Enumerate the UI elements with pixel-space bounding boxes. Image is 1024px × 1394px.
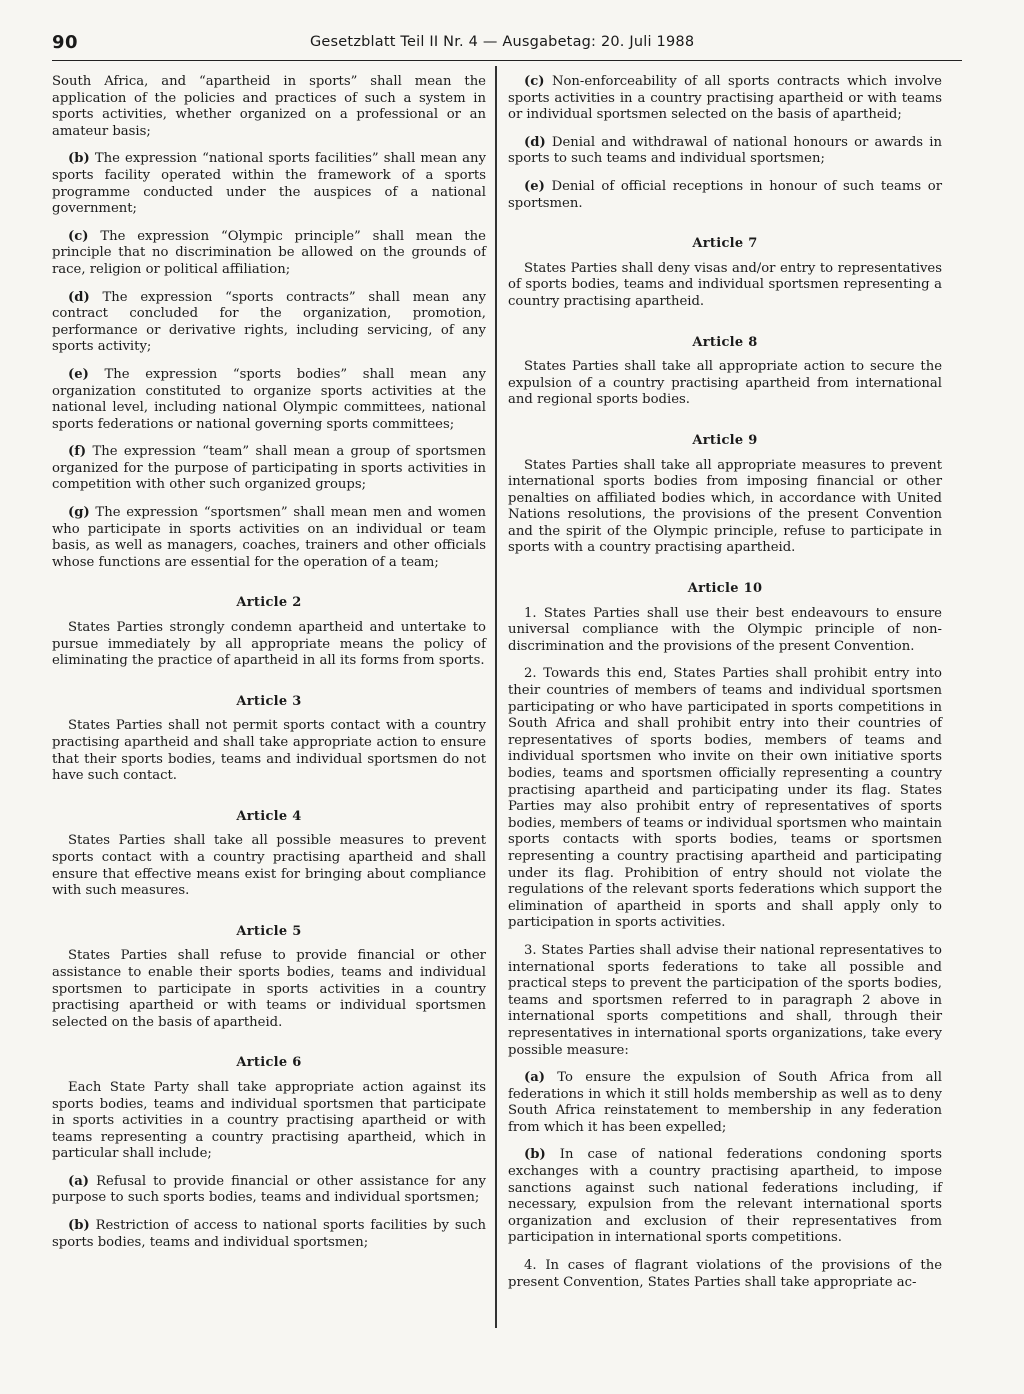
item-text: Denial of official receptions in honour of such teams or sportsmen. [508,178,942,211]
item-text: Denial and withdrawal of national honours or awards in sports to such teams and individual sportsmen; [508,134,942,167]
article-7-heading: Article 7 [692,236,758,252]
item-text: Non-enforceability of all sports contracts which involve sports activities in a country practising apartheid or with teams or individual sportsmen selected on the basis of apartheid; [508,74,942,123]
article-8-text: States Parties shall take all appropriate action to secure the expulsion of a country practising apartheid from international and regional sports bodies. [508,359,942,408]
item-text: The expression “team” shall mean a group of sportsmen organized for the purpose of participating in sports activities in competition with other such organized groups; [52,444,486,493]
article-3-text: States Parties shall not permit sports contact with a country practising apartheid and shall take appropriate action to ensure that their sports bodies, teams and individual sportsmen do not have such contact. [52,718,486,784]
article-10-item-a [508,1070,942,1136]
article-6-item-a [52,1174,486,1207]
article-2-text: States Parties strongly condemn apartheid and untertake to pursue immediately by all appropriate means the policy of eliminating the practice of apartheid in all its forms from sports. [52,620,486,669]
article-7-text: States Parties shall deny visas and/or entry to representatives of sports bodies, teams and individual sportsmen representing a country practising apartheid. [508,260,942,309]
paragraph-definition-a-cont: South Africa, and “apartheid in sports” shall mean the application of the policies and practices of such a system in sports activities, whether organized on a professional or an amateur basis; [52,74,486,139]
article-10-paragraph-4: 4. In cases of flagrant violations of the provisions of the present Convention, States Parties shall take appropriate ac- [508,1258,942,1290]
item-label: (c) [68,228,89,244]
article-8-heading: Article 8 [692,334,758,350]
right-column [508,74,942,1302]
article-6-heading: Article 6 [236,1055,302,1071]
page-number: 90 [52,32,79,53]
paragraph-definition-b [52,151,486,217]
article-3-heading: Article 3 [236,693,302,709]
paragraph-definition-c [52,229,486,279]
article-5-text: States Parties shall refuse to provide financial or other assistance to enable their sports bodies, teams and individual sportsmen to participate in sports activities in a country practising apartheid or with teams or individual sportsmen selected on the basis of apartheid. [52,948,486,1030]
item-label: (a) [68,1173,90,1189]
article-6-text: Each State Party shall take appropriate action against its sports bodies, teams and individual sportsmen that participate in sports activities in a country practising apartheid or with teams representing a country practising apartheid, which in particular shall include; [52,1079,486,1162]
item-label: (c) [524,74,545,89]
item-text: The expression “sportsmen” shall mean men and women who participate in sports activities on an individual or team basis, as well as managers, coaches, trainers and other officials whose functions are essential for the operation of a team; [52,505,486,570]
article-10-paragraph-1: 1. States Parties shall use their best endeavours to ensure universal compliance with the Olympic principle of non-discrimination and the provisions of the present Convention. [508,605,942,654]
item-label: (b) [524,1147,546,1163]
article-4-heading: Article 4 [236,808,302,824]
item-label: (b) [68,151,90,167]
article-6-item-c [508,74,942,124]
paragraph-definition-e [52,367,486,433]
item-label: (b) [68,1218,90,1234]
article-10-paragraph-3: 3. States Parties shall advise their national representatives to international sports federations to take all possible and practical steps to prevent the participation of the sports bodies, teams and sportsmen referred to in paragraph 2 above in international sports competitions and shall, through their representatives in international sports organizations, take every possible measure: [508,942,942,1058]
article-6-item-b [52,1218,486,1251]
item-text: The expression “sports bodies” shall mean any organization constituted to organize sports activities at the national level, including national Olympic committees, national sports federations or national governing sports committees; [52,366,486,432]
item-label: (a) [524,1070,546,1086]
item-label: (e) [524,178,545,194]
paragraph-definition-f [52,444,486,494]
item-text: Restriction of access to national sports facilities by such sports bodies, teams and individual sportsmen; [52,1218,486,1250]
item-text: The expression “national sports facilities” shall mean any sports facility operated within the framework of a sports programme conducted under the auspices of a national government; [52,151,486,217]
column-divider [495,66,497,1328]
item-label: (f) [68,444,87,460]
paragraph-definition-g [52,505,486,571]
article-5-heading: Article 5 [236,923,302,939]
article-2-heading: Article 2 [236,595,302,611]
left-column [52,74,486,1262]
item-text: In case of national federations condoning sports exchanges with a country practising apartheid, to impose sanctions against such national federations including, if necessary, expulsion from the relevant international sports organization and exclusion of their representatives from participation in international sports competitions. [508,1147,942,1246]
item-text: To ensure the expulsion of South Africa from all federations in which it still holds membership as well as to deny South Africa reinstatement to membership in any federation from which it has been expelled; [508,1070,942,1135]
article-10-paragraph-2: 2. Towards this end, States Parties shall prohibit entry into their countries of members of teams and individual sportsmen participating or who have participated in sports competitions in South Africa and shall prohibit entry into their countries of representatives of sports bodies, members of teams and individual sportsmen who invite on their own initiative sports bodies, teams and sportsmen officially representing a country practising apartheid and participating under its flag. States Parties may also prohibit entry of representatives of sports bodies, members of teams or individual sportsmen who maintain sports contacts with sports bodies, teams or sportsmen representing a country practising apartheid and participating under its flag. Prohibition of entry should not violate the regulations of the relevant sports federations which support the elimination of apartheid in sports and shall apply only to participation in sports activities. [508,666,942,931]
article-9-heading: Article 9 [692,432,758,448]
item-text: The expression “Olympic principle” shall mean the principle that no discrimination be allowed on the grounds of race, religion or political affiliation; [52,228,486,277]
article-4-text: States Parties shall take all possible measures to prevent sports contact with a country practising apartheid and shall ensure that effective means exist for bringing about compliance with such measures. [52,833,486,899]
item-label: (g) [68,505,90,521]
item-label: (d) [68,289,90,305]
article-10-item-b [508,1147,942,1247]
article-10-heading: Article 10 [687,581,763,597]
item-label: (e) [68,366,89,382]
article-9-text: States Parties shall take all appropriate measures to prevent international sports bodies from imposing financial or other penalties on affiliated bodies which, in accordance with United Nations resolutions, the provisions of the present Convention and the spirit of the Olympic principle, refuse to participate in sports with a country practising apartheid. [508,457,942,556]
paragraph-definition-d [52,290,486,356]
item-label: (d) [524,134,546,150]
article-6-item-e [508,179,942,212]
item-text: Refusal to provide financial or other assistance for any purpose to such sports bodies, teams and individual sportsmen; [52,1173,486,1206]
running-head: Gesetzblatt Teil II Nr. 4 — Ausgabetag: 20. Juli 1988 [310,34,695,50]
page-header [52,30,962,61]
article-6-item-d [508,135,942,168]
item-text: The expression “sports contracts” shall mean any contract concluded for the organization, promotion, performance or derivative rights, including servicing, of any sports activity; [52,289,486,355]
